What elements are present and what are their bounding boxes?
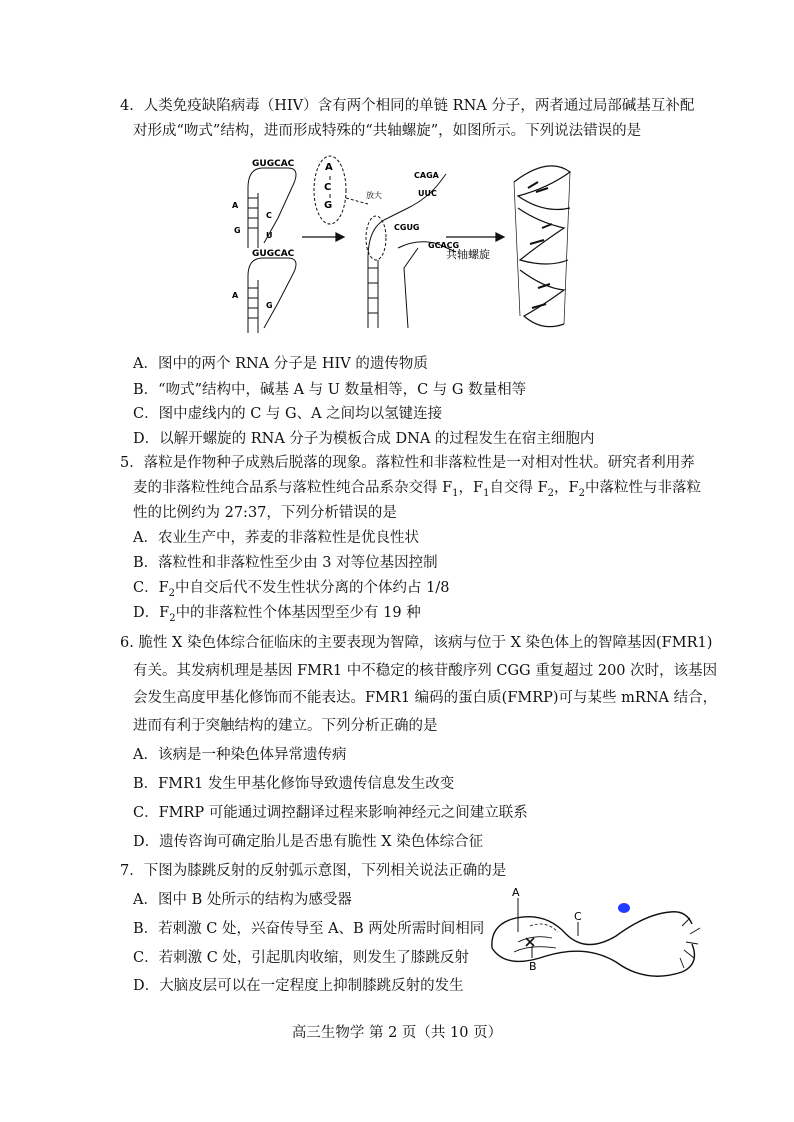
q6-option-d: D．遗传咨询可确定胎儿是否患有脆性 X 染色体综合征 <box>133 834 484 850</box>
arrow-right-icon <box>302 233 344 241</box>
q7-stem: 7．下图为膝跳反射的反射弧示意图，下列相关说法正确的是 <box>120 863 507 879</box>
q5-stem-line2: 麦的非落粒性纯合品系与落粒性纯合品系杂交得 $F_1$，$F_1$自交得 $F_2$，$F_2$中落粒性与非落粒 <box>133 480 701 499</box>
q7-option-a: A．图中 B 处所示的结构为感受器 <box>133 892 352 908</box>
kiss-center-seq: CGUG <box>394 223 420 232</box>
reflex-arc-figure <box>486 884 722 996</box>
hiv-rna-figure <box>218 148 578 344</box>
q7-option-c: C．若刺激 C 处，引起肌肉收缩，则发生了膝跳反射 <box>133 950 469 966</box>
q6-option-b: B．FMR1 发生甲基化修饰导致遗传信息发生改变 <box>133 776 455 792</box>
q4-option-b: B．“吻式”结构中，碱基 A 与 U 数量相等，C 与 G 数量相等 <box>133 382 527 398</box>
svg-text:G: G <box>324 200 333 211</box>
loop-bottom-seq: GUGCAC <box>252 249 295 259</box>
svg-text:G: G <box>266 301 273 310</box>
q5-stem-line3: 性的比例约为 27:37，下列分析错误的是 <box>133 505 397 521</box>
q4-option-d: D．以解开螺旋的 RNA 分子为模板合成 DNA 的过程发生在宿主细胞内 <box>133 431 595 447</box>
svg-text:U: U <box>266 231 273 240</box>
q5-option-a: A．农业生产中，荞麦的非落粒性是优良性状 <box>133 530 419 546</box>
coaxial-helix-icon <box>514 166 570 327</box>
q6-option-a: A．该病是一种染色体异常遗传病 <box>133 747 347 763</box>
q6-stem-line1: 6. 脆性 X 染色体综合征临床的主要表现为智障，该病与位于 X 染色体上的智障基因(FMR1) <box>120 635 713 651</box>
q5-option-b: B．落粒性和非落粒性至少由 3 对等位基因控制 <box>133 555 438 571</box>
q4-stem-line1: 4．人类免疫缺陷病毒（HIV）含有两个相同的单链 RNA 分子，两者通过局部碱基互补配 <box>120 98 695 114</box>
q5-stem-line1: 5．落粒是作物种子成熟后脱落的现象。落粒性和非落粒性是一对相对性状。研究者利用荞 <box>120 455 695 471</box>
reflex-arc-icon <box>492 912 700 976</box>
svg-text:UUC: UUC <box>418 189 437 198</box>
q6-stem-line2: 有关。其发病机理是基因 FMR1 中不稳定的核苷酸序列 CGG 重复超过 200 次时，该基因 <box>133 663 718 679</box>
receptor-dot <box>618 903 630 913</box>
label-enlarge: 放大 <box>366 191 382 200</box>
svg-text:C: C <box>266 211 272 220</box>
svg-text:A: A <box>232 291 239 300</box>
q6-stem-line4: 进而有利于突触结构的建立。下列分析正确的是 <box>133 718 438 734</box>
q4-option-c: C．图中虚线内的 C 与 G、A 之间均以氢键连接 <box>133 406 443 422</box>
label-coaxial-helix: 共轴螺旋 <box>446 248 490 261</box>
svg-text:C: C <box>324 182 332 193</box>
label-b: B <box>529 960 537 973</box>
page-footer: 高三生物学 第 2 页（共 10 页） <box>291 1025 503 1041</box>
loop-top-seq: GUGCAC <box>252 159 295 169</box>
q4-option-a: A．图中的两个 RNA 分子是 HIV 的遗传物质 <box>133 356 428 372</box>
arrow-right-icon-2 <box>446 233 504 241</box>
q4-stem-line2: 对形成“吻式”结构，进而形成特殊的“共轴螺旋”，如图所示。下列说法错误的是 <box>133 123 642 139</box>
rna-hairpin-bottom <box>248 258 296 333</box>
svg-text:GCACG: GCACG <box>428 241 460 250</box>
q7-option-d: D．大脑皮层可以在一定程度上抑制膝跳反射的发生 <box>133 978 464 994</box>
kiss-seq-enlarged: A <box>325 162 333 173</box>
q6-option-c: C．FMRP 可能通过调控翻译过程来影响神经元之间建立联系 <box>133 805 528 821</box>
label-c: C <box>574 910 582 923</box>
q7-option-b: B．若刺激 C 处，兴奋传导至 A、B 两处所需时间相同 <box>133 921 485 937</box>
q5-option-c: C．$F_2$中自交后代不发生性状分离的个体约占 1/8 <box>133 580 450 599</box>
label-a: A <box>512 886 520 899</box>
q6-stem-line3: 会发生高度甲基化修饰而不能表达。FMR1 编码的蛋白质(FMRP)可与某些 mRNA 结合， <box>133 690 718 706</box>
svg-text:G: G <box>234 226 241 235</box>
svg-text:A: A <box>232 201 239 210</box>
q5-option-d: D．$F_2$中的非落粒性个体基因型至少有 19 种 <box>133 605 421 624</box>
svg-text:CAGA: CAGA <box>414 171 439 180</box>
